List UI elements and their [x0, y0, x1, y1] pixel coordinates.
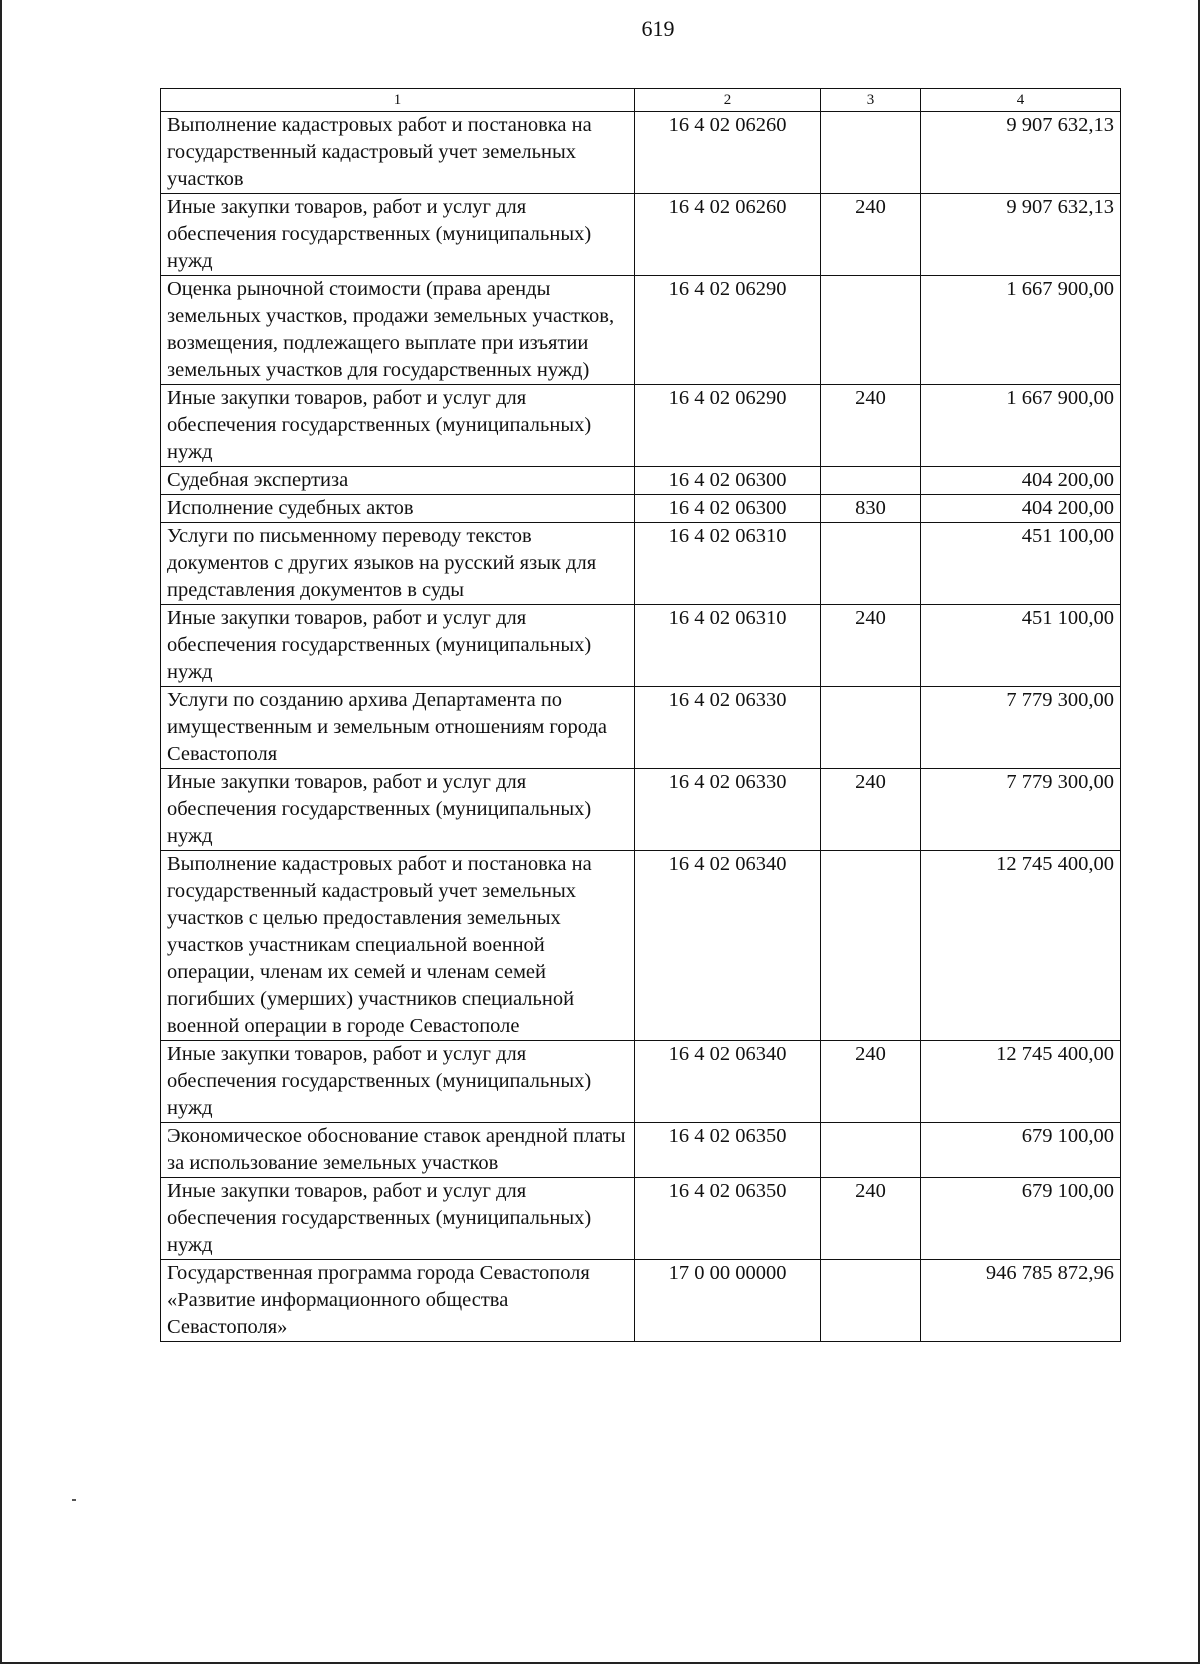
- row-name: Экономическое обоснование ставок арендной платы за использование земельных участков: [161, 1123, 635, 1178]
- row-code: 16 4 02 06290: [635, 385, 821, 467]
- row-code: 16 4 02 06300: [635, 467, 821, 495]
- row-name: Государственная программа города Севастополя «Развитие информационного общества Севастополя»: [161, 1260, 635, 1342]
- row-name: Судебная экспертиза: [161, 467, 635, 495]
- row-kind: [821, 467, 921, 495]
- row-kind: 240: [821, 1041, 921, 1123]
- row-kind: [821, 687, 921, 769]
- row-amount: 12 745 400,00: [921, 851, 1121, 1041]
- row-name: Услуги по созданию архива Департамента по имущественным и земельным отношениям города Севастополя: [161, 687, 635, 769]
- row-code: 16 4 02 06300: [635, 495, 821, 523]
- table-row: [161, 1260, 1121, 1342]
- table-row: [161, 112, 1121, 194]
- row-code: 16 4 02 06330: [635, 687, 821, 769]
- row-kind: 240: [821, 385, 921, 467]
- row-kind: [821, 523, 921, 605]
- scan-speck: [72, 1499, 76, 1501]
- row-name: Иные закупки товаров, работ и услуг для обеспечения государственных (муниципальных) нужд: [161, 1041, 635, 1123]
- row-code: 16 4 02 06340: [635, 851, 821, 1041]
- column-header-2: 2: [635, 89, 821, 112]
- table-row: [161, 605, 1121, 687]
- table-row: [161, 687, 1121, 769]
- row-code: 16 4 02 06260: [635, 112, 821, 194]
- row-name: Иные закупки товаров, работ и услуг для обеспечения государственных (муниципальных) нужд: [161, 385, 635, 467]
- row-code: 16 4 02 06330: [635, 769, 821, 851]
- column-header-1: 1: [161, 89, 635, 112]
- row-amount: 679 100,00: [921, 1123, 1121, 1178]
- row-kind: [821, 1123, 921, 1178]
- row-name: Иные закупки товаров, работ и услуг для обеспечения государственных (муниципальных) нужд: [161, 1178, 635, 1260]
- row-amount: 451 100,00: [921, 605, 1121, 687]
- row-kind: 240: [821, 605, 921, 687]
- row-amount: 9 907 632,13: [921, 112, 1121, 194]
- table-row: [161, 495, 1121, 523]
- row-name: Иные закупки товаров, работ и услуг для обеспечения государственных (муниципальных) нужд: [161, 605, 635, 687]
- table-row: [161, 276, 1121, 385]
- row-amount: 1 667 900,00: [921, 276, 1121, 385]
- row-amount: 9 907 632,13: [921, 194, 1121, 276]
- row-kind: 240: [821, 769, 921, 851]
- row-code: 16 4 02 06350: [635, 1178, 821, 1260]
- row-name: Исполнение судебных актов: [161, 495, 635, 523]
- row-code: 16 4 02 06290: [635, 276, 821, 385]
- table-row: [161, 1123, 1121, 1178]
- row-name: Выполнение кадастровых работ и постановка на государственный кадастровый учет земельных участков с целью предоставления земельных участков участникам специальной военной операции, членам их семей и членам семей погибших (умерших) участников специальной военной операции в городе Севастополе: [161, 851, 635, 1041]
- table-row: [161, 523, 1121, 605]
- row-code: 16 4 02 06310: [635, 605, 821, 687]
- row-amount: 7 779 300,00: [921, 769, 1121, 851]
- row-name: Оценка рыночной стоимости (права аренды земельных участков, продажи земельных участков, возмещения, подлежащего выплате при изъятии земельных участков для государственных нужд): [161, 276, 635, 385]
- row-code: 17 0 00 00000: [635, 1260, 821, 1342]
- row-amount: 404 200,00: [921, 495, 1121, 523]
- scan-edge-left: [0, 0, 2, 1664]
- row-amount: 404 200,00: [921, 467, 1121, 495]
- table-row: [161, 194, 1121, 276]
- row-code: 16 4 02 06260: [635, 194, 821, 276]
- column-header-4: 4: [921, 89, 1121, 112]
- row-amount: 946 785 872,96: [921, 1260, 1121, 1342]
- row-amount: 7 779 300,00: [921, 687, 1121, 769]
- row-kind: [821, 112, 921, 194]
- row-kind: 830: [821, 495, 921, 523]
- table-row: [161, 467, 1121, 495]
- row-kind: [821, 1260, 921, 1342]
- row-code: 16 4 02 06310: [635, 523, 821, 605]
- table-row: [161, 1178, 1121, 1260]
- table-row: [161, 769, 1121, 851]
- row-code: 16 4 02 06340: [635, 1041, 821, 1123]
- table-row: [161, 1041, 1121, 1123]
- table-row: [161, 851, 1121, 1041]
- row-amount: 679 100,00: [921, 1178, 1121, 1260]
- column-header-3: 3: [821, 89, 921, 112]
- row-code: 16 4 02 06350: [635, 1123, 821, 1178]
- table-row: [161, 385, 1121, 467]
- row-name: Услуги по письменному переводу текстов документов с других языков на русский язык для представления документов в суды: [161, 523, 635, 605]
- row-name: Иные закупки товаров, работ и услуг для обеспечения государственных (муниципальных) нужд: [161, 769, 635, 851]
- table-header-row: [161, 89, 1121, 112]
- row-kind: [821, 276, 921, 385]
- row-kind: [821, 851, 921, 1041]
- page-number: 619: [641, 16, 675, 41]
- row-amount: 12 745 400,00: [921, 1041, 1121, 1123]
- row-amount: 1 667 900,00: [921, 385, 1121, 467]
- row-name: Выполнение кадастровых работ и постановка на государственный кадастровый учет земельных участков: [161, 112, 635, 194]
- row-amount: 451 100,00: [921, 523, 1121, 605]
- row-kind: 240: [821, 194, 921, 276]
- budget-table: [160, 88, 1121, 1342]
- row-kind: 240: [821, 1178, 921, 1260]
- row-name: Иные закупки товаров, работ и услуг для обеспечения государственных (муниципальных) нужд: [161, 194, 635, 276]
